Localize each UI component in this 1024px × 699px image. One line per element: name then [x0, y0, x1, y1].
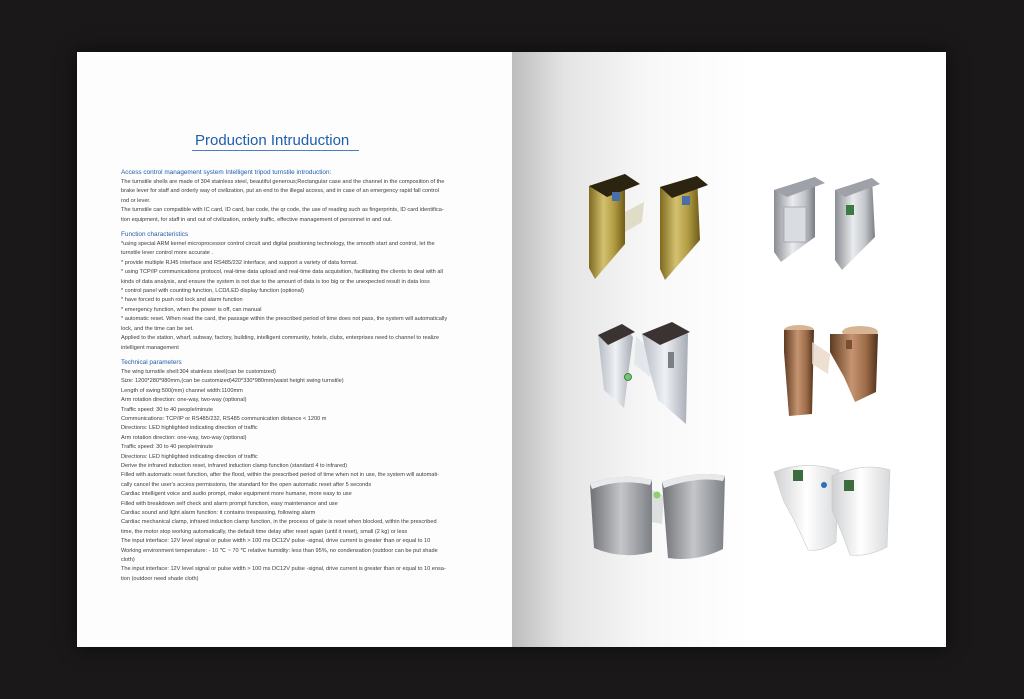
body-line: Filled with automatic reset function, after the flood, within the prescribed period of time when not in use, the system will automati- — [121, 472, 440, 479]
body-line: Arm rotation direction: one-way, two-way (optional) — [121, 397, 247, 404]
body-line: * control panel with counting function, LCD/LED display function (optional) — [121, 288, 304, 295]
body-line: Cardiac sound and light alarm function: it contains trespassing, following alarm — [121, 510, 316, 516]
body-line: Traffic speed: 30 to 40 people/minute — [121, 406, 214, 413]
body-line: Working environment temperature: - 10 ℃ ~ 70 ℃ relative humidity: less than 95%, no condensation (outdoor can be put shade — [121, 547, 438, 554]
body-line: cally cancel the user's access permissions, the standard for the open automatic reset after 5 seconds — [121, 481, 372, 488]
body-line: turnstile lever control more accurate . — [121, 250, 214, 257]
body-line: Length of swing:500(mm) channel width:1100mm — [121, 387, 243, 394]
silver-rectangular-wing-turnstile — [774, 177, 880, 270]
body-line: Cardiac mechanical clamp, infrared induction clamp function, in the process of gate is reset when blocked, within the prescribed — [121, 519, 437, 526]
body-line: *using special ARM kernel microprocessor control circuit and digital positioning technology, the smooth start and control, let the — [121, 241, 435, 248]
bronze-top-flap-turnstile — [784, 325, 878, 416]
body-line: kinds of data analysis, and ensure the system is not due to the amount of data is too big or the unexpected result in data loss — [121, 278, 430, 285]
body-line: Cardiac intelligent voice and audio prompt, make equipment more humane, more easy to use — [121, 491, 352, 498]
title-underline — [192, 150, 359, 151]
body-line: The turnstile shells are made of 304 stainless steel, beautiful generous;Rectangular case and the channel in the composition of the — [121, 179, 445, 185]
body-line: The input interface: 12V level signal or pulse width > 100 ms DC12V pulse -signal, drive current is greater than or equal to 10 — [121, 538, 431, 545]
silver-dark-top-flap-turnstile — [598, 322, 690, 424]
body-line: lock, and the time can be set. — [121, 325, 194, 332]
body-line: Filled with breakdown self check and alarm prompt function, easy maintenance and use — [121, 500, 338, 507]
body-line: brake lever for staff and orderly way of civilization, put an end to the illegal access, and in case of an emergency rapid fall control — [121, 188, 439, 195]
body-line: intelligent management — [121, 344, 179, 351]
text-content — [121, 168, 489, 584]
body-line: Applied to the station, wharf, subway, factory, building, intelligent community, hotels, clubs, enterprises need to channel to realize — [121, 335, 440, 342]
body-line: Traffic speed: 30 to 40 people/minute — [121, 444, 214, 451]
white-curved-flap-turnstile — [774, 465, 890, 555]
right-page — [512, 52, 946, 647]
body-line: The wing turnstile shell:304 stainless steel(can be customized) — [121, 368, 276, 375]
body-line: * using TCP/IP communications protocol, real-time data upload and real-time data acquisition, facilitating the clients to deal with all — [121, 269, 443, 276]
curved-silver-swing-turnstile — [590, 474, 725, 559]
section-heading: Access control management system Intelligent tripod turnstile introduction: — [121, 169, 332, 176]
body-line: * automatic reset. When read the card, the passage within the prescribed period of time does not pass, the system will automatically — [121, 316, 448, 323]
body-line: * emergency function, when the power is off, can manual — [121, 306, 262, 313]
body-line: tion (outdoor need shade cloth) — [121, 575, 199, 582]
body-line: cloth) — [121, 557, 135, 564]
gold-rectangular-wing-turnstile — [589, 174, 708, 280]
body-line: Size: 1200*280*980mm,(can be customized)420*330*980mm(waist height swing turnstile) — [121, 378, 344, 385]
left-page — [77, 52, 512, 647]
body-line: * have forced to push rod lock and alarm function — [121, 297, 243, 304]
section-heading: Function characteristics — [121, 231, 189, 239]
section-heading: Technical parameters — [121, 358, 182, 366]
body-line: Directions: LED highlighted indicating direction of traffic — [121, 453, 258, 460]
body-line: The turnstile can compatible with IC card, ID card, bar code, the qr code, the use of reading such as fingerprints, ID card identifica- — [121, 207, 444, 214]
body-line: * provide multiple RJ45 interface and RS485/232 interface, and support a variety of data format. — [121, 259, 358, 266]
body-line: Derive the infrared induction reset, infrared induction clamp function (standard 4 to infrared) — [121, 462, 348, 469]
product-gallery — [512, 52, 946, 647]
brochure-spread — [77, 52, 946, 647]
body-line: Arm rotation direction: one-way, two-way (optional) — [121, 434, 247, 441]
body-line: time, the motor stop working automatically, the default time delay after reset again (until it reset), small (2 kg) or less — [121, 528, 408, 535]
body-line: The input interface: 12V level signal or pulse width > 100 ms DC12V pulse -signal, drive current is greater than or equal to 10 ensa- — [121, 566, 446, 573]
page-title: Production Intruduction — [195, 132, 350, 149]
body-line: Communications: TCP/IP or RS485/232, RS485 communication distance < 1200 m — [121, 415, 327, 422]
body-line: tion equipment, for staff in and out of civilization, orderly traffic, effective management of personnel in and out. — [121, 216, 393, 223]
body-line: rod or lever. — [121, 197, 151, 204]
body-line: Directions: LED highlighted indicating direction of traffic — [121, 425, 258, 432]
